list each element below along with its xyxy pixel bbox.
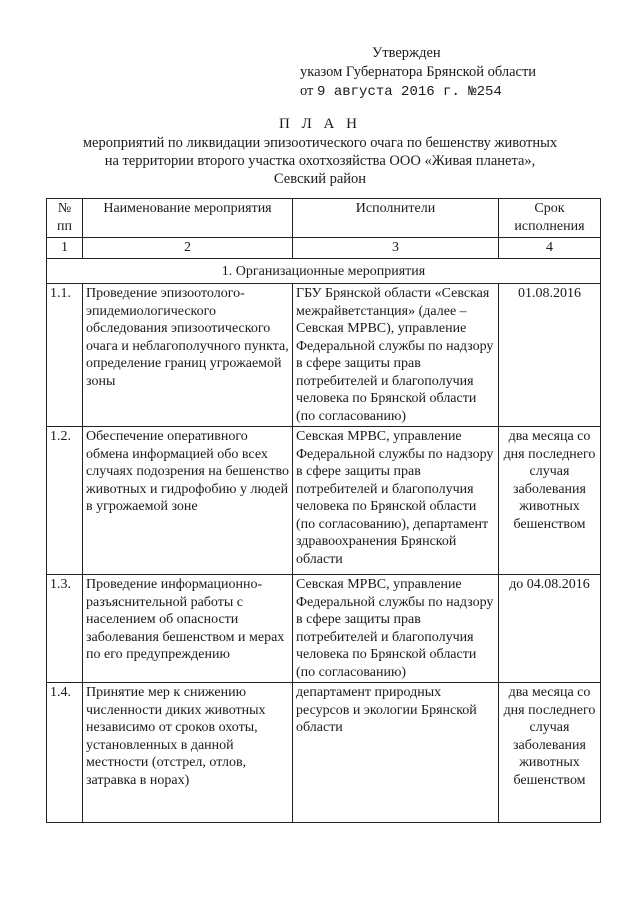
header-executors: Исполнители — [293, 199, 499, 238]
subtitle-line: на территории второго участка охотхозяйства ООО «Живая планета», — [104, 153, 536, 169]
row-num: 1.4. — [47, 683, 83, 823]
row-name: Проведение эпизоотолого-эпидемиологического обследования эпизоотического очага и неблагополучного пункта, определение границ угрожаемой зоны — [83, 284, 293, 427]
approval-line-1: Утвержден — [372, 45, 441, 61]
approval-line-3 — [300, 82, 536, 102]
row-name: Обеспечение оперативного обмена информацией обо всех случаях подозрения на бешенство животных и гидрофобию у людей в угрожаемой зоне — [83, 427, 293, 575]
plan-table — [46, 198, 601, 823]
column-number-row — [47, 238, 601, 259]
table-header-row — [47, 199, 601, 238]
approval-line-2: указом Губернатора Брянской области — [300, 64, 537, 80]
document-title: П Л А Н — [279, 116, 361, 132]
header-deadline: Срок исполнения — [499, 199, 601, 238]
column-number: 3 — [293, 238, 499, 259]
approval-date-prefix: от — [300, 83, 314, 99]
subtitle-line: мероприятий по ликвидации эпизоотического очага по бешенству животных — [82, 135, 558, 151]
row-deadline: два месяца со дня последнего случая заболевания животных бешенством — [499, 427, 601, 575]
row-num: 1.3. — [47, 575, 83, 683]
section-title: 1. Организационные мероприятия — [47, 258, 601, 284]
section-row — [47, 258, 601, 284]
column-number: 4 — [499, 238, 601, 259]
row-executors: Севская МРВС, управление Федеральной службы по надзору в сфере защиты прав потребителей и благополучия человека по Брянской области (по согласованию), департамент здравоохранения Брянской области — [293, 427, 499, 575]
row-deadline: до 04.08.2016 — [499, 575, 601, 683]
table-row — [47, 427, 601, 575]
column-number: 2 — [83, 238, 293, 259]
row-name: Принятие мер к снижению численности диких животных независимо от сроков охоты, установленных в данной местности (отстрел, отлов, затравка в норах) — [83, 683, 293, 823]
row-executors: ГБУ Брянской области «Севская межрайветстанция» (далее – Севская МРВС), управление Федеральной службы по надзору в сфере защиты прав потребителей и благополучия человека по Брянской области (по согласованию) — [293, 284, 499, 427]
table-row — [47, 683, 601, 823]
column-number: 1 — [47, 238, 83, 259]
row-executors: департамент природных ресурсов и экологии Брянской области — [293, 683, 499, 823]
table-row — [47, 284, 601, 427]
document-subtitle — [40, 134, 600, 188]
row-deadline: 01.08.2016 — [499, 284, 601, 427]
row-name: Проведение информационно-разъяснительной работы с населением об опасности заболевания бешенством и мерах по его предупреждению — [83, 575, 293, 683]
row-num: 1.2. — [47, 427, 83, 575]
row-num: 1.1. — [47, 284, 83, 427]
header-name: Наименование мероприятия — [83, 199, 293, 238]
row-executors: Севская МРВС, управление Федеральной службы по надзору в сфере защиты прав потребителей и благополучия человека по Брянской области (по согласованию) — [293, 575, 499, 683]
table-row — [47, 575, 601, 683]
subtitle-line: Севский район — [273, 171, 367, 187]
row-deadline: два месяца со дня последнего случая заболевания животных бешенством — [499, 683, 601, 823]
approval-stamp — [300, 44, 536, 102]
approval-date: 9 августа 2016 г. №254 — [317, 84, 502, 100]
header-num: № пп — [47, 199, 83, 238]
